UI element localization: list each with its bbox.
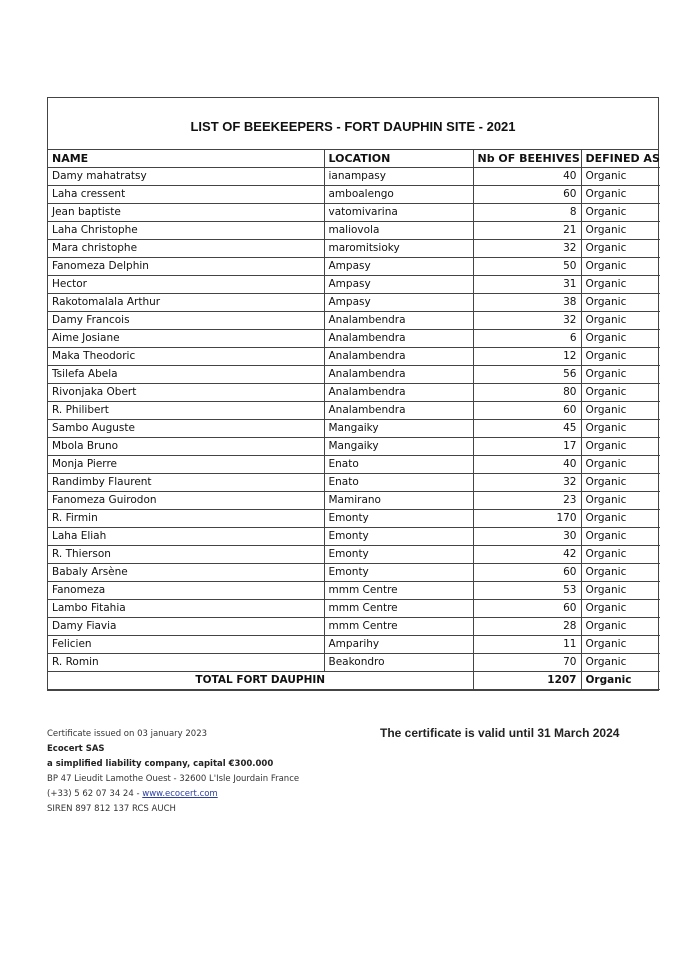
cell-beehives: 60: [473, 600, 581, 618]
cell-name: Sambo Auguste: [48, 420, 324, 438]
cell-location: ianampasy: [324, 168, 473, 186]
cell-location: Ampasy: [324, 276, 473, 294]
cell-location: Emonty: [324, 564, 473, 582]
cell-name: Felicien: [48, 636, 324, 654]
table-row: [48, 636, 660, 654]
header-name: NAME: [48, 150, 324, 168]
beekeepers-grid: [48, 150, 660, 690]
table-row: [48, 582, 660, 600]
cell-defined-as: Organic: [581, 456, 660, 474]
table-row: [48, 294, 660, 312]
cell-defined-as: Organic: [581, 600, 660, 618]
cell-beehives: 23: [473, 492, 581, 510]
cell-name: Damy Fiavia: [48, 618, 324, 636]
cell-name: Lambo Fitahia: [48, 600, 324, 618]
company-name: Ecocert SAS: [47, 744, 105, 754]
cell-location: Mamirano: [324, 492, 473, 510]
table-row: [48, 204, 660, 222]
cell-defined-as: Organic: [581, 492, 660, 510]
cell-beehives: 56: [473, 366, 581, 384]
cell-location: Mangaiky: [324, 420, 473, 438]
cell-defined-as: Organic: [581, 510, 660, 528]
cell-beehives: 38: [473, 294, 581, 312]
table-row: [48, 240, 660, 258]
table-body: [48, 168, 660, 672]
cell-location: Enato: [324, 456, 473, 474]
cell-name: Laha Christophe: [48, 222, 324, 240]
table-row: [48, 276, 660, 294]
contact-separator: -: [133, 789, 143, 799]
cell-defined-as: Organic: [581, 240, 660, 258]
cell-beehives: 60: [473, 564, 581, 582]
table-row: [48, 564, 660, 582]
cell-name: Mara christophe: [48, 240, 324, 258]
cell-defined-as: Organic: [581, 222, 660, 240]
table-row: [48, 402, 660, 420]
cell-defined-as: Organic: [581, 582, 660, 600]
cell-defined-as: Organic: [581, 312, 660, 330]
cell-location: mmm Centre: [324, 600, 473, 618]
cell-beehives: 40: [473, 168, 581, 186]
cell-defined-as: Organic: [581, 618, 660, 636]
cell-beehives: 60: [473, 402, 581, 420]
total-beehives: 1207: [473, 672, 581, 690]
table-title: LIST OF BEEKEEPERS - FORT DAUPHIN SITE - 2021: [48, 98, 658, 150]
table-row: [48, 330, 660, 348]
cell-defined-as: Organic: [581, 546, 660, 564]
cell-beehives: 17: [473, 438, 581, 456]
cell-defined-as: Organic: [581, 654, 660, 672]
contact-line: [47, 787, 299, 802]
cell-defined-as: Organic: [581, 258, 660, 276]
cell-beehives: 11: [473, 636, 581, 654]
cell-defined-as: Organic: [581, 168, 660, 186]
cell-location: amboalengo: [324, 186, 473, 204]
cell-name: Fanomeza Delphin: [48, 258, 324, 276]
cell-location: mmm Centre: [324, 582, 473, 600]
cell-beehives: 80: [473, 384, 581, 402]
issued-date: Certificate issued on 03 january 2023: [47, 729, 208, 739]
cell-beehives: 45: [473, 420, 581, 438]
validity-statement: The certificate is valid until 31 March 2024: [380, 726, 620, 740]
cell-beehives: 170: [473, 510, 581, 528]
cell-name: R. Thierson: [48, 546, 324, 564]
cell-beehives: 60: [473, 186, 581, 204]
cell-beehives: 6: [473, 330, 581, 348]
table-row: [48, 456, 660, 474]
cell-location: Ampasy: [324, 258, 473, 276]
cell-defined-as: Organic: [581, 402, 660, 420]
cell-beehives: 32: [473, 312, 581, 330]
cell-location: Emonty: [324, 546, 473, 564]
cell-name: Rivonjaka Obert: [48, 384, 324, 402]
cell-beehives: 42: [473, 546, 581, 564]
cell-name: Fanomeza: [48, 582, 324, 600]
cell-name: Laha Eliah: [48, 528, 324, 546]
header-defined-as: DEFINED AS: [581, 150, 660, 168]
cell-defined-as: Organic: [581, 348, 660, 366]
table-row: [48, 618, 660, 636]
table-row: [48, 492, 660, 510]
cell-defined-as: Organic: [581, 366, 660, 384]
cell-defined-as: Organic: [581, 564, 660, 582]
cell-defined-as: Organic: [581, 420, 660, 438]
total-defined-as: Organic: [581, 672, 660, 690]
cell-location: Emonty: [324, 510, 473, 528]
cell-beehives: 31: [473, 276, 581, 294]
cell-beehives: 50: [473, 258, 581, 276]
cell-defined-as: Organic: [581, 384, 660, 402]
cell-beehives: 12: [473, 348, 581, 366]
cell-name: R. Philibert: [48, 402, 324, 420]
cell-location: mmm Centre: [324, 618, 473, 636]
cell-beehives: 32: [473, 474, 581, 492]
total-row: [48, 672, 660, 690]
company-address: BP 47 Lieudit Lamothe Ouest - 32600 L'Isle Jourdain France: [47, 774, 300, 784]
cell-name: Laha cressent: [48, 186, 324, 204]
table-row: [48, 510, 660, 528]
cell-name: Maka Theodoric: [48, 348, 324, 366]
table-row: [48, 168, 660, 186]
cell-name: R. Romin: [48, 654, 324, 672]
cell-name: Damy mahatratsy: [48, 168, 324, 186]
header-row: [48, 150, 660, 168]
cell-defined-as: Organic: [581, 294, 660, 312]
cell-location: Enato: [324, 474, 473, 492]
cell-location: Analambendra: [324, 330, 473, 348]
table-row: [48, 546, 660, 564]
cell-location: Amparihy: [324, 636, 473, 654]
table-row: [48, 366, 660, 384]
cell-name: Hector: [48, 276, 324, 294]
table-row: [48, 258, 660, 276]
cell-name: Damy Francois: [48, 312, 324, 330]
cell-beehives: 70: [473, 654, 581, 672]
phone-number: (+33) 5 62 07 34 24: [47, 789, 134, 799]
beekeepers-table: [47, 97, 659, 691]
cell-defined-as: Organic: [581, 276, 660, 294]
table-row: [48, 186, 660, 204]
table-row: [48, 654, 660, 672]
table-row: [48, 222, 660, 240]
table-row: [48, 312, 660, 330]
cell-name: R. Firmin: [48, 510, 324, 528]
cell-location: maromitsioky: [324, 240, 473, 258]
cell-location: Ampasy: [324, 294, 473, 312]
cell-name: Tsilefa Abela: [48, 366, 324, 384]
cell-defined-as: Organic: [581, 474, 660, 492]
cell-location: Analambendra: [324, 402, 473, 420]
cell-defined-as: Organic: [581, 636, 660, 654]
cell-defined-as: Organic: [581, 528, 660, 546]
cell-name: Monja Pierre: [48, 456, 324, 474]
table-row: [48, 600, 660, 618]
cell-beehives: 28: [473, 618, 581, 636]
cell-location: Mangaiky: [324, 438, 473, 456]
table-row: [48, 420, 660, 438]
cell-location: maliovola: [324, 222, 473, 240]
cell-location: Emonty: [324, 528, 473, 546]
cell-beehives: 32: [473, 240, 581, 258]
cell-name: Babaly Arsène: [48, 564, 324, 582]
cell-location: Analambendra: [324, 348, 473, 366]
website-link[interactable]: www.ecocert.com: [142, 789, 218, 799]
company-description: a simplified liability company, capital €300.000: [47, 759, 274, 769]
cell-beehives: 8: [473, 204, 581, 222]
cell-beehives: 30: [473, 528, 581, 546]
cell-location: Analambendra: [324, 366, 473, 384]
cell-beehives: 53: [473, 582, 581, 600]
table-row: [48, 474, 660, 492]
cell-location: Beakondro: [324, 654, 473, 672]
table-row: [48, 348, 660, 366]
cell-defined-as: Organic: [581, 330, 660, 348]
header-nb-beehives: Nb OF BEEHIVES: [473, 150, 581, 168]
table-row: [48, 528, 660, 546]
cell-defined-as: Organic: [581, 204, 660, 222]
cell-location: Analambendra: [324, 384, 473, 402]
cell-location: vatomivarina: [324, 204, 473, 222]
table-row: [48, 438, 660, 456]
cell-name: Aime Josiane: [48, 330, 324, 348]
header-location: LOCATION: [324, 150, 473, 168]
cell-location: Analambendra: [324, 312, 473, 330]
total-label: TOTAL FORT DAUPHIN: [48, 672, 473, 690]
cell-name: Jean baptiste: [48, 204, 324, 222]
cell-defined-as: Organic: [581, 186, 660, 204]
table-row: [48, 384, 660, 402]
cell-name: Mbola Bruno: [48, 438, 324, 456]
cell-name: Fanomeza Guirodon: [48, 492, 324, 510]
siren-number: SIREN 897 812 137 RCS AUCH: [47, 804, 176, 814]
cell-defined-as: Organic: [581, 438, 660, 456]
cell-beehives: 21: [473, 222, 581, 240]
cell-name: Randimby Flaurent: [48, 474, 324, 492]
cell-beehives: 40: [473, 456, 581, 474]
certificate-footer: [47, 727, 299, 817]
cell-name: Rakotomalala Arthur: [48, 294, 324, 312]
